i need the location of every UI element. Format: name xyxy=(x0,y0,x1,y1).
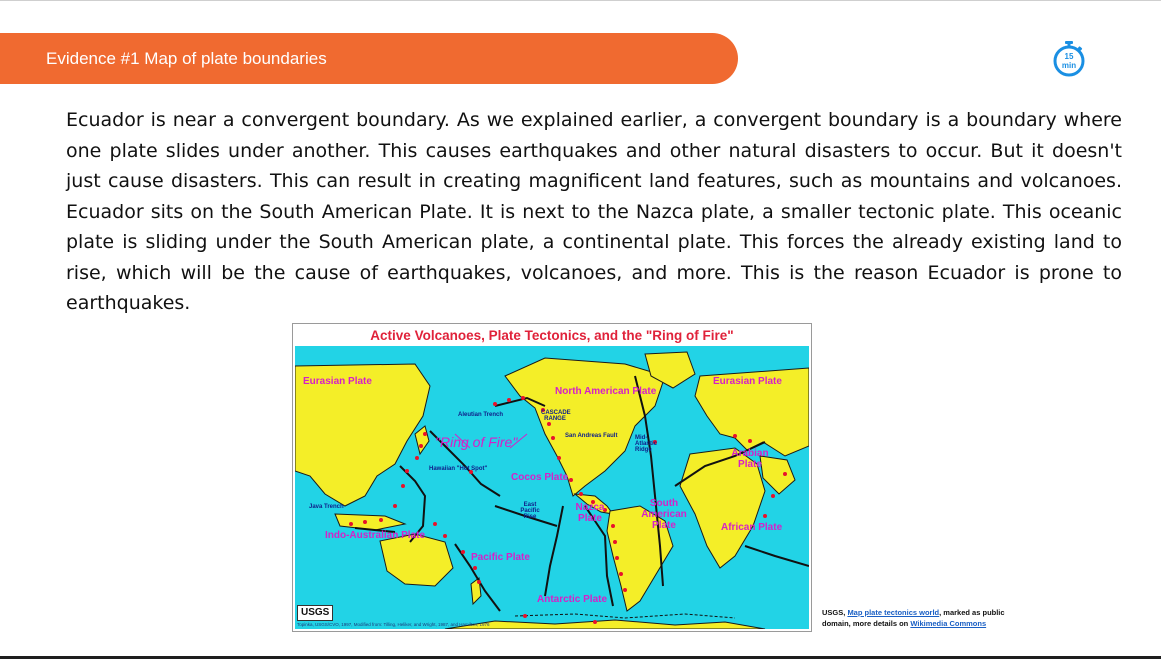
timer-value: 15 xyxy=(1064,52,1074,61)
body-paragraph: Ecuador is near a convergent boundary. As we explained earlier, a convergent boundary is a boundary where one plate slides under another. This causes earthquakes and other natural disasters to occur. But it doesn't just cause disasters. This can result in creating magnificent land features, such as mountains and volcanoes. Ecuador sits on the South American Plate. It is next to the Nazca plate, a smaller tectonic plate. This oceanic plate is sliding under the South American plate, a continental plate. This forces the already existing land to rise, which will be the cause of earthquakes, volcanoes, and more. This is the reason Ecuador is prone to earthquakes. xyxy=(66,109,1122,314)
label-pacific-plate: Pacific Plate xyxy=(471,552,530,563)
label-south-american-plate: South American Plate xyxy=(641,498,687,531)
label-ring-of-fire: "Ring of Fire" xyxy=(435,434,518,450)
slide-title: Evidence #1 Map of plate boundaries xyxy=(46,49,327,68)
label-aleutian-trench: Aleutian Trench xyxy=(458,412,504,418)
label-nazca-plate: Nazca Plate xyxy=(575,502,605,524)
credit-prefix: USGS, xyxy=(822,608,848,617)
world-map-graphic xyxy=(295,346,809,629)
usgs-logo: USGS xyxy=(297,605,333,621)
label-eurasian-plate-left: Eurasian Plate xyxy=(303,376,372,387)
map-source-note: Topinka, USGS/CVO, 1997, Modified from: Tilling, Heliker, and Wright, 1987, and Hamilton, 1976 xyxy=(297,622,490,627)
timer-unit: min xyxy=(1061,61,1077,70)
label-indo-australian-plate: Indo-Australian Plate xyxy=(325,530,426,541)
label-mid-atlantic-ridge: Mid-Atlantic Ridge xyxy=(635,435,658,453)
label-north-american-plate: North American Plate xyxy=(555,386,657,397)
image-credit xyxy=(822,607,1032,629)
label-san-andreas-fault: San Andreas Fault xyxy=(565,433,618,439)
stopwatch-icon xyxy=(1052,41,1086,77)
label-java-trench: Java Trench xyxy=(309,504,344,510)
credit-link-map[interactable]: Map plate tectonics world xyxy=(847,608,940,617)
label-cocos-plate: Cocos Plate xyxy=(511,472,569,483)
label-antarctic-plate: Antarctic Plate xyxy=(537,594,608,605)
label-east-pacific-rise: East Pacific Rise xyxy=(520,502,540,520)
top-divider xyxy=(0,0,1161,1)
map-title: Active Volcanoes, Plate Tectonics, and the "Ring of Fire" xyxy=(370,328,734,343)
title-banner xyxy=(0,33,738,84)
label-cascade-range: CASCADE RANGE xyxy=(541,410,571,422)
plate-tectonics-map xyxy=(292,323,812,632)
label-eurasian-plate-right: Eurasian Plate xyxy=(713,376,782,387)
label-hawaiian-hot-spot: Hawaiian "Hot Spot" xyxy=(429,466,488,472)
credit-link-wikimedia[interactable]: Wikimedia Commons xyxy=(910,619,987,628)
label-african-plate: African Plate xyxy=(721,522,783,533)
credit-middle: , marked as public domain, more details on xyxy=(822,608,1005,628)
label-arabian-plate: Arabian Plate xyxy=(731,448,769,470)
